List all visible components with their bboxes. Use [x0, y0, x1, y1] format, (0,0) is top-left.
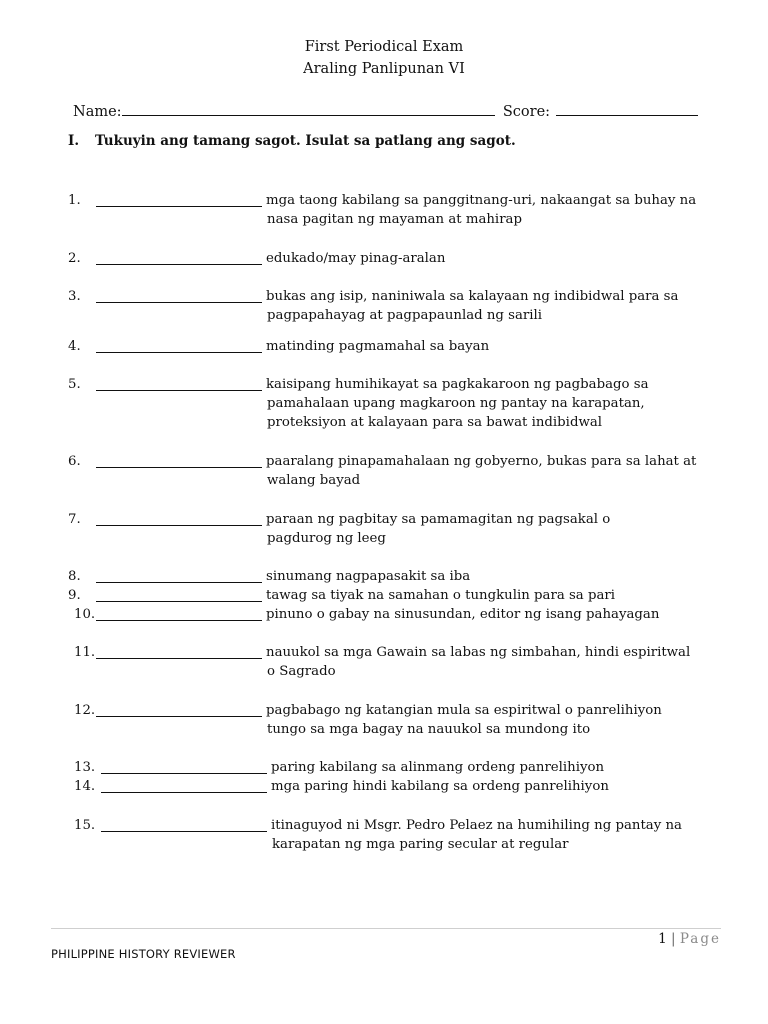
- description-line: pagbabago ng katangian mula sa espiritwal o panrelihiyon: [266, 703, 662, 718]
- page-number: [658, 931, 721, 947]
- page-separator: |: [670, 931, 676, 947]
- description-line: paring kabilang sa alinmang ordeng panrelihiyon: [271, 760, 605, 775]
- answer-blank[interactable]: [101, 831, 267, 832]
- section-roman: I.: [68, 133, 80, 149]
- exam-title: First Periodical Exam: [304, 39, 464, 55]
- question-number: 11.: [74, 645, 96, 660]
- question-number: 2.: [68, 251, 81, 266]
- description-line: nauukol sa mga Gawain sa labas ng simbahan, hindi espiritwal: [266, 645, 691, 660]
- answer-blank[interactable]: [96, 264, 262, 265]
- answer-blank[interactable]: [96, 601, 262, 602]
- description-line: karapatan ng mga paring secular at regular: [272, 837, 569, 852]
- answer-blank[interactable]: [101, 792, 267, 793]
- answer-blank[interactable]: [96, 620, 262, 621]
- description-line: pagpapahayag at pagpapaunlad ng sarili: [267, 308, 543, 323]
- question-description: [271, 758, 604, 777]
- question-description: [266, 249, 445, 268]
- description-line: proteksiyon at kalayaan para sa bawat indibidwal: [267, 415, 603, 430]
- answer-blank[interactable]: [96, 525, 262, 526]
- section-instruction: [68, 133, 516, 149]
- score-label: Score:: [502, 104, 551, 120]
- question-description: [266, 643, 690, 681]
- question-number: 7.: [68, 512, 81, 527]
- description-line: edukado/may pinag-aralan: [266, 251, 446, 266]
- question-number: 8.: [68, 569, 81, 584]
- question-description: [266, 510, 610, 548]
- question-description: [266, 191, 696, 229]
- exam-subtitle: Araling Panlipunan VI: [303, 61, 465, 77]
- question-number: 14.: [74, 779, 96, 794]
- description-line: tawag sa tiyak na samahan o tungkulin para sa pari: [266, 588, 616, 603]
- question-number: 10.: [74, 607, 96, 622]
- description-line: pagdurog ng leeg: [267, 531, 386, 546]
- question-description: [266, 287, 678, 325]
- description-line: matinding pagmamahal sa bayan: [266, 339, 490, 354]
- question-number: 3.: [68, 289, 81, 304]
- answer-blank[interactable]: [96, 658, 262, 659]
- answer-blank[interactable]: [101, 773, 267, 774]
- question-number: 1.: [68, 193, 81, 208]
- question-number: 6.: [68, 454, 81, 469]
- description-line: mga paring hindi kabilang sa ordeng panrelihiyon: [271, 779, 609, 794]
- answer-blank[interactable]: [96, 716, 262, 717]
- question-number: 12.: [74, 703, 96, 718]
- answer-blank[interactable]: [96, 467, 262, 468]
- description-line: pamahalaan upang magkaroon ng pantay na karapatan,: [267, 396, 645, 411]
- question-description: [271, 816, 682, 854]
- footer-label: PHILIPPINE HISTORY REVIEWER: [51, 947, 236, 961]
- description-line: mga taong kabilang sa panggitnang-uri, nakaangat sa buhay na: [266, 193, 697, 208]
- description-line: nasa pagitan ng mayaman at mahirap: [267, 212, 522, 227]
- description-line: o Sagrado: [267, 664, 336, 679]
- description-line: sinumang nagpapasakit sa iba: [266, 569, 471, 584]
- description-line: walang bayad: [267, 473, 361, 488]
- question-description: [266, 375, 649, 432]
- page-word: Page: [679, 931, 721, 947]
- description-line: paaralang pinapamahalaan ng gobyerno, bukas para sa lahat at: [266, 454, 697, 469]
- answer-blank[interactable]: [96, 582, 262, 583]
- question-description: [266, 701, 662, 739]
- question-description: [266, 452, 696, 490]
- name-blank[interactable]: [122, 101, 495, 116]
- question-number: 5.: [68, 377, 81, 392]
- description-line: itinaguyod ni Msgr. Pedro Pelaez na humihiling ng pantay na: [271, 818, 682, 833]
- description-line: bukas ang isip, naniniwala sa kalayaan ng indibidwal para sa: [266, 289, 679, 304]
- question-number: 15.: [74, 818, 96, 833]
- question-description: [266, 605, 659, 624]
- page-number-value: 1: [658, 931, 667, 947]
- answer-blank[interactable]: [96, 302, 262, 303]
- question-number: 13.: [74, 760, 96, 775]
- name-score-row: [73, 101, 698, 120]
- question-description: [266, 337, 489, 356]
- instruction-text: Tukuyin ang tamang sagot. Isulat sa patlang ang sagot.: [95, 133, 516, 149]
- question-number: 9.: [68, 588, 81, 603]
- question-description: [271, 777, 609, 796]
- answer-blank[interactable]: [96, 206, 262, 207]
- question-number: 4.: [68, 339, 81, 354]
- footer-divider: [51, 928, 721, 929]
- description-line: tungo sa mga bagay na nauukol sa mundong ito: [267, 722, 591, 737]
- name-label: Name:: [73, 104, 122, 120]
- answer-blank[interactable]: [96, 352, 262, 353]
- description-line: kaisipang humihikayat sa pagkakaroon ng pagbabago sa: [266, 377, 649, 392]
- description-line: paraan ng pagbitay sa pamamagitan ng pagsakal o: [266, 512, 611, 527]
- answer-blank[interactable]: [96, 390, 262, 391]
- description-line: pinuno o gabay na sinusundan, editor ng isang pahayagan: [266, 607, 660, 622]
- score-blank[interactable]: [556, 101, 698, 116]
- question-description: [266, 567, 470, 586]
- question-description: [266, 586, 615, 605]
